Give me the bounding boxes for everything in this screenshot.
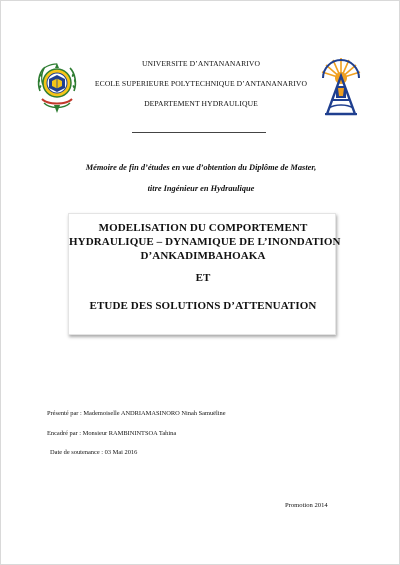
university-name: UNIVERSITE D’ANTANANARIVO bbox=[141, 59, 261, 68]
polytechnic-emblem-icon bbox=[319, 56, 363, 116]
department-name: DEPARTEMENT HYDRAULIQUE bbox=[144, 99, 258, 108]
header-divider bbox=[132, 132, 266, 133]
university-seal-icon bbox=[34, 61, 80, 117]
defense-date: Date de soutenance : 03 Mai 2016 bbox=[50, 449, 138, 456]
presented-by: Présenté par : Mademoiselle ANDRIAMASINORO Ninah Samuëline bbox=[47, 410, 226, 417]
supervised-by: Encadré par : Monsieur RAMBININTSOA Tahina bbox=[47, 430, 177, 437]
memoire-subtitle-line-2: titre Ingénieur en Hydraulique bbox=[147, 184, 255, 193]
thesis-title-line-3: D’ANKADIMBAHOAKA bbox=[140, 250, 266, 262]
school-name: ECOLE SUPERIEURE POLYTECHNIQUE D’ANTANANARIVO bbox=[94, 79, 308, 88]
thesis-title-line-2: HYDRAULIQUE – DYNAMIQUE DE L’INONDATION bbox=[69, 236, 341, 248]
thesis-title-box bbox=[68, 213, 341, 335]
thesis-title-line-1: MODELISATION DU COMPORTEMENT bbox=[98, 222, 308, 234]
memoire-subtitle-line-1: Mémoire de fin d’études en vue d’obtention du Diplôme de Master, bbox=[85, 163, 317, 172]
thesis-title-conjunction: ET bbox=[195, 272, 211, 284]
thesis-title-line-4: ETUDE DES SOLUTIONS D’ATTENUATION bbox=[89, 300, 317, 312]
promotion-year: Promotion 2014 bbox=[285, 502, 328, 509]
